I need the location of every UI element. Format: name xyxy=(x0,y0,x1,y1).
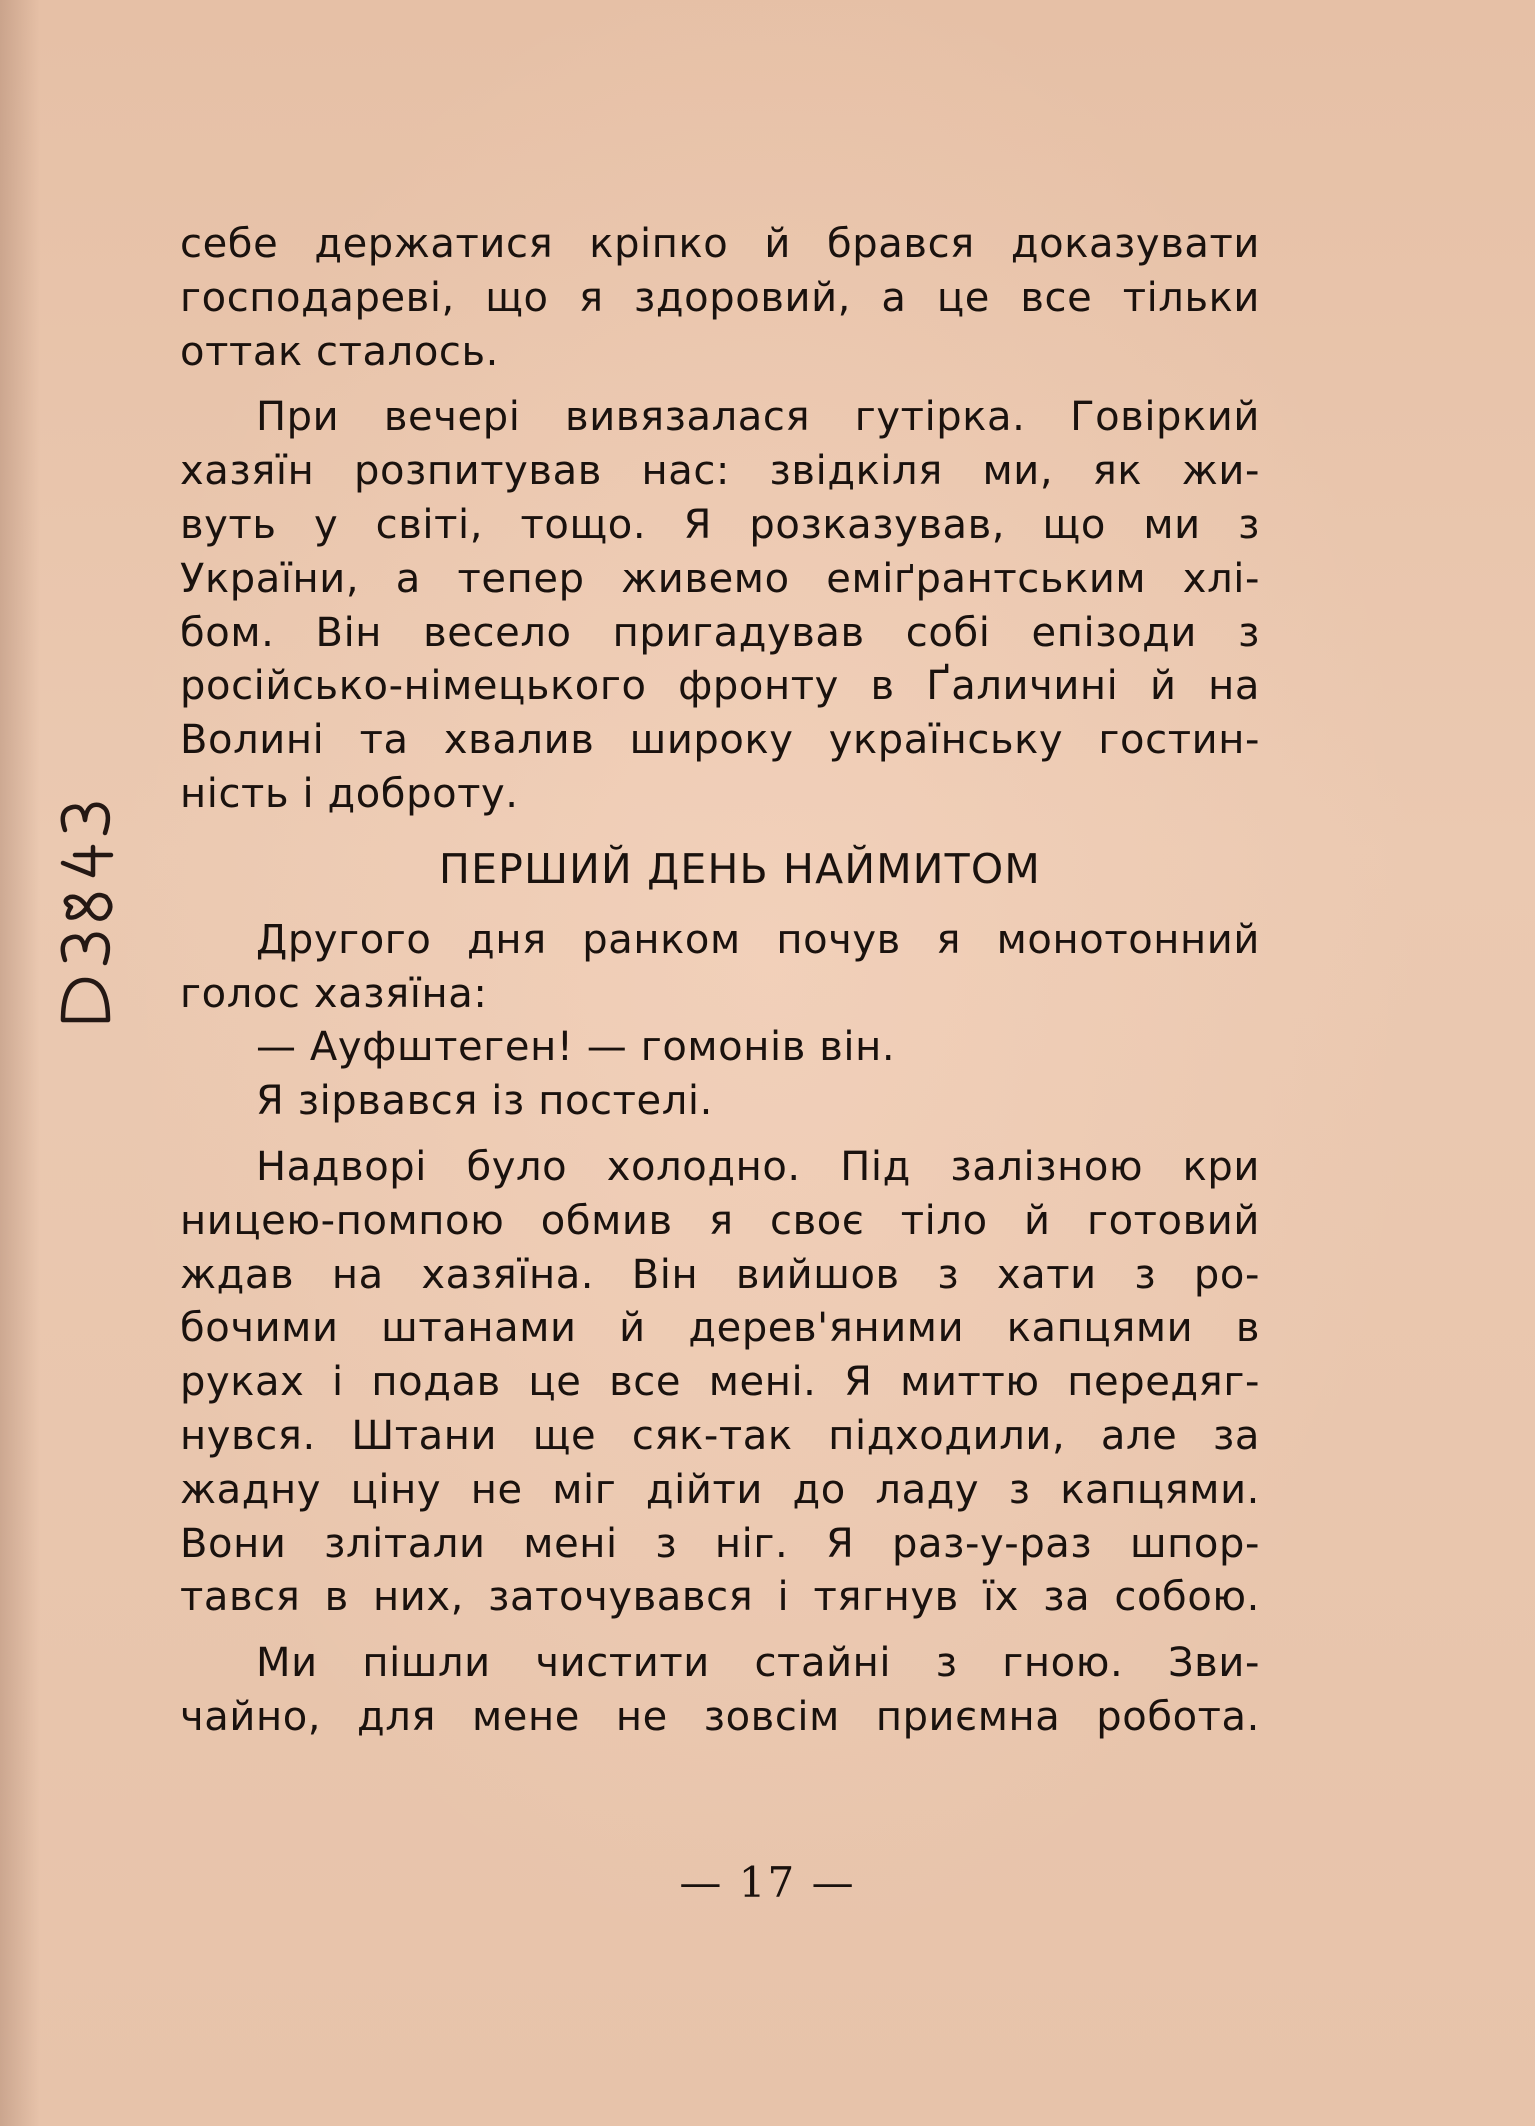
text-line: Другого дня ранком почув я монотонний xyxy=(256,916,1260,963)
shelf-mark-drawing xyxy=(28,700,138,1040)
text-line: жадну ціну не міг дійти до ладу з капцями. xyxy=(180,1466,1260,1513)
text-line: російсько-німецького фронту в Ґаличині й на xyxy=(180,663,1260,710)
text-line: нувся. Штани ще сяк-так підходили, але за xyxy=(180,1412,1260,1459)
text-line: Я зірвався із постелі. xyxy=(256,1078,713,1125)
section-heading: ПЕРШИЙ ДЕНЬ НАЙМИТОМ xyxy=(439,844,1041,893)
page-edge-shadow xyxy=(0,0,40,2126)
page-number: — 17 — xyxy=(679,1858,856,1907)
handwritten-shelf-mark xyxy=(28,700,138,1040)
text-line: Надворі було холодно. Під залізною кри xyxy=(256,1143,1260,1190)
text-line: Вони злітали мені з ніг. Я раз-у-раз шпор- xyxy=(180,1520,1260,1567)
text-line: ність і доброту. xyxy=(180,770,519,817)
text-line: бом. Він весело пригадував собі епізоди з xyxy=(180,609,1260,656)
body-text xyxy=(180,218,1260,1745)
text-line: оттак сталось. xyxy=(180,328,499,375)
text-line: Ми пішли чистити стайні з гною. Зви- xyxy=(256,1640,1260,1687)
text-line: України, а тепер живемо еміґрантським хлі- xyxy=(180,555,1260,602)
text-line: голос хазяїна: xyxy=(180,970,488,1017)
text-line: ждав на хазяїна. Він вийшов з хати з ро- xyxy=(180,1251,1260,1298)
text-line: чайно, для мене не зовсім приємна робота. xyxy=(180,1693,1260,1740)
text-line: ницею-помпою обмив я своє тіло й готовий xyxy=(180,1197,1260,1244)
text-line: бочими штанами й дерев'яними капцями в xyxy=(180,1305,1260,1352)
text-line: вуть у світі, тощо. Я розказував, що ми з xyxy=(180,501,1260,548)
text-line: тався в них, заточувався і тягнув їх за собою. xyxy=(180,1574,1260,1621)
text-line: господареві, що я здоровий, а це все тільки xyxy=(180,274,1260,321)
dialogue-line: — Ауфштеген! — гомонів він. xyxy=(256,1024,896,1071)
text-line: руках і подав це все мені. Я миттю передяг- xyxy=(180,1359,1260,1406)
text-line: себе держатися кріпко й брався доказувати xyxy=(180,221,1260,267)
text-line: хазяїн розпитував нас: звідкіля ми, як жи- xyxy=(180,448,1260,495)
text-line: Волині та хвалив широку українську гостин- xyxy=(180,717,1260,764)
text-line: При вечері вивязалася гутірка. Говіркий xyxy=(256,394,1260,441)
